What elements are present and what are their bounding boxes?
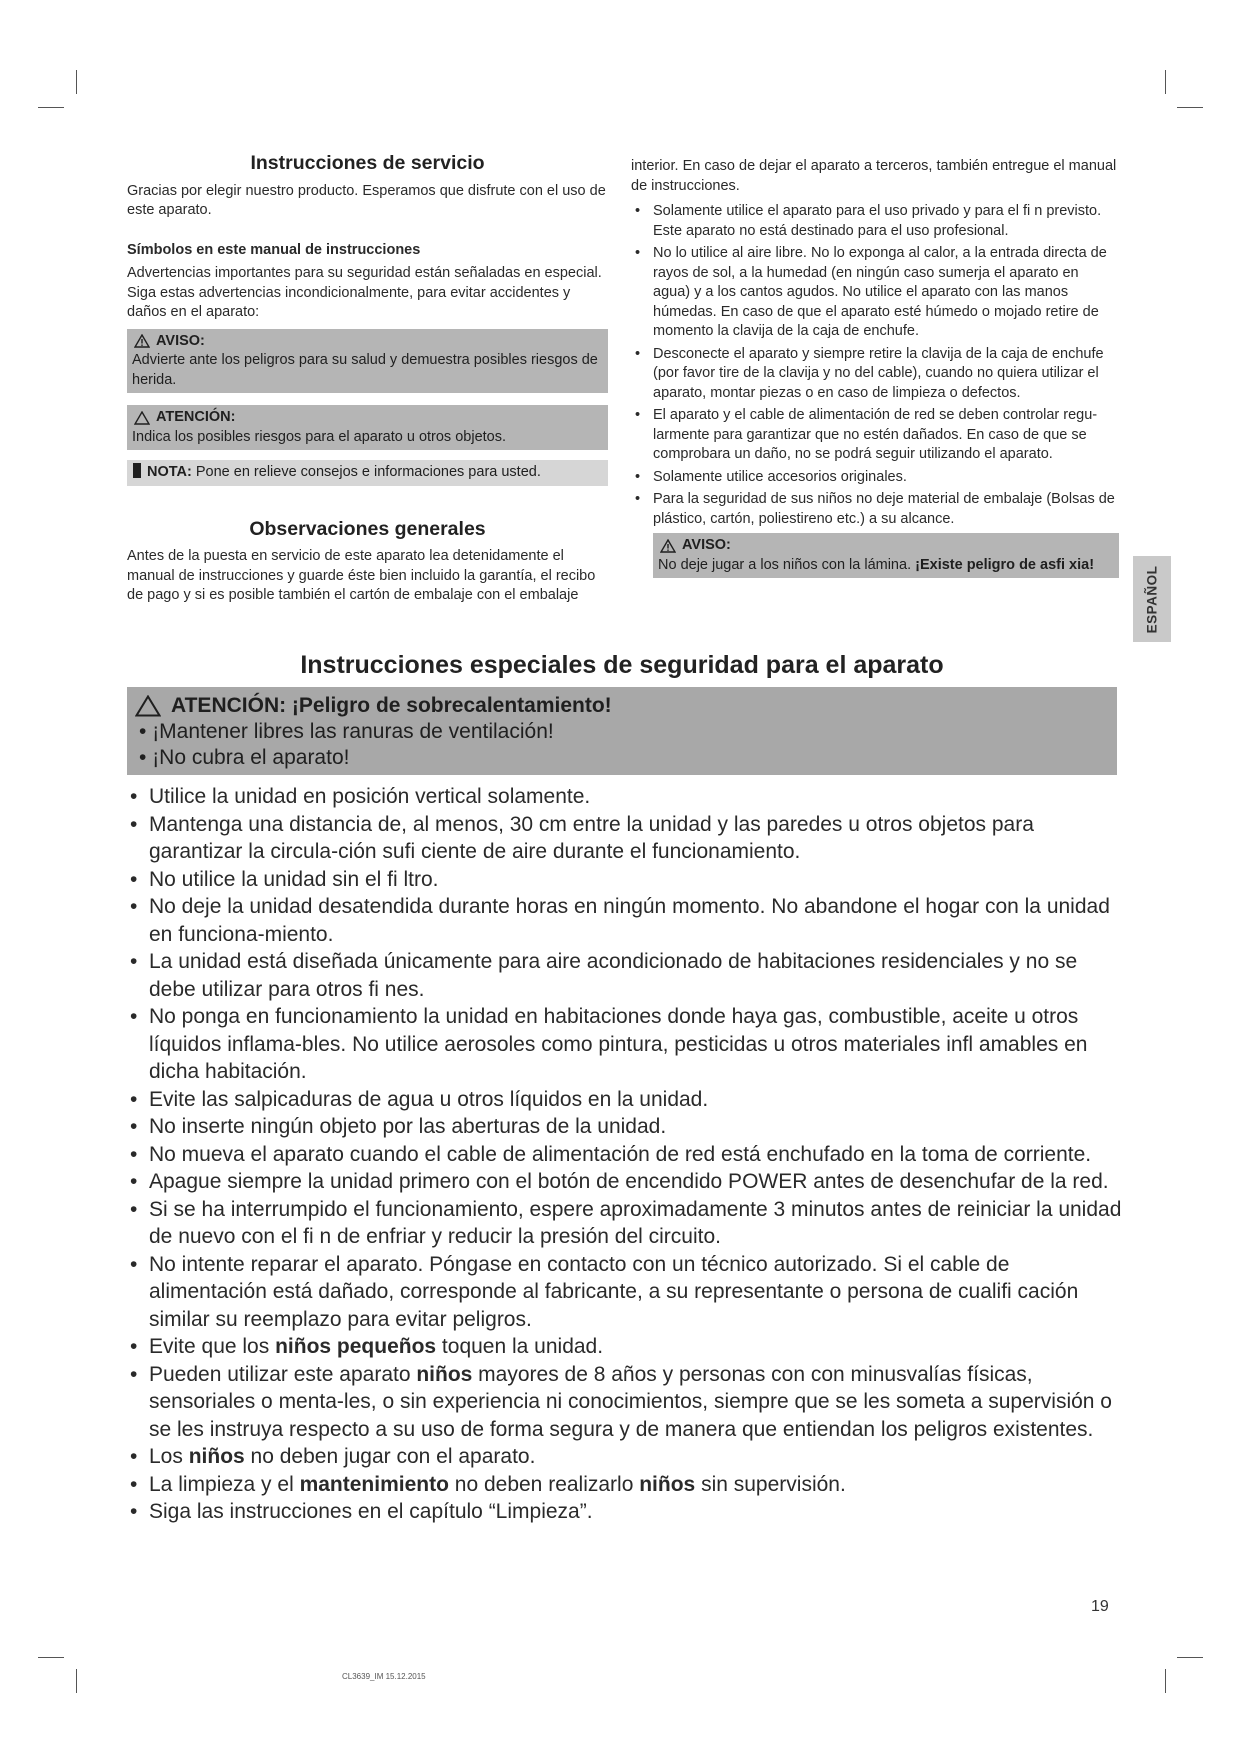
list-item: • La unidad está diseñada únicamente para aire acondicionado de habitaciones residenciales y no se debe utilizar para otros fi nes. bbox=[127, 948, 1122, 1003]
document-code: CL3639_IM 15.12.2015 bbox=[342, 1672, 426, 1681]
service-instructions-title: Instrucciones de servicio bbox=[250, 152, 485, 174]
list-item: • Solamente utilice el aparato para el uso privado y para el fi n previsto. Este aparato no está destinado para el uso profesional. bbox=[631, 202, 1119, 241]
overheating-warning-title: ATENCIÓN: ¡Peligro de sobrecalentamiento! bbox=[171, 694, 612, 717]
list-item: • No lo utilice al aire libre. No lo exponga al calor, a la entrada directa de rayos de sol, a la humedad (en ningún caso sumerja el aparato en agua) y a los cantos agudos. No utilice el aparato con las manos húmedas. En caso de que el aparato esté húmedo o mojado retire de momento la clavija de la caja de enchufe. bbox=[631, 244, 1119, 342]
warning-triangle-icon bbox=[134, 411, 150, 425]
warning-line-text: ¡Mantener libres las ranuras de ventilación! bbox=[152, 720, 554, 743]
item-text: no deben realizarlo bbox=[448, 1472, 640, 1496]
general-observations-title: Observaciones generales bbox=[249, 517, 486, 540]
warning-triangle-icon bbox=[135, 695, 161, 717]
general-text: Antes de la puesta en servicio de este aparato lea detenidamente el manual de instrucciones y guarde éste bien incluido la garantía, el recibo de pago y si es posible también el cartón de embalaje con el embalaje bbox=[127, 548, 596, 603]
list-item: • Evite las salpicaduras de agua u otros líquidos en la unidad. bbox=[127, 1086, 1122, 1114]
info-icon bbox=[133, 463, 141, 478]
item-text: no deben jugar con el aparato. bbox=[244, 1445, 536, 1468]
general-safety-list bbox=[631, 202, 1119, 529]
nota-box bbox=[127, 460, 608, 486]
warning-line-text: ¡No cubra el aparato! bbox=[152, 746, 350, 769]
list-item bbox=[127, 1361, 1122, 1444]
symbols-text: Advertencias importantes para su seguridad están señaladas en especial. Siga estas advertencias incondicionalmente, para evitar accidentes y daños en el aparato: bbox=[127, 265, 602, 320]
list-item: • No intente reparar el aparato. Póngase en contacto con un técnico autorizado. Si el cable de alimentación está dañado, corresponde al fabricante, a su representante o persona de cualifi cación similar su reemplazo para evitar peligros. bbox=[127, 1251, 1122, 1334]
item-bold: niños bbox=[416, 1362, 473, 1386]
crop-mark bbox=[38, 1657, 64, 1658]
list-item: • No utilice la unidad sin el fi ltro. bbox=[127, 866, 1122, 894]
aviso-suffocation-box bbox=[653, 533, 1119, 578]
item-bold: niños bbox=[639, 1472, 696, 1496]
aviso-bold-text: ¡Existe peligro de asfi xia! bbox=[915, 556, 1095, 573]
symbols-heading: Símbolos en este manual de instrucciones bbox=[127, 241, 421, 258]
item-bold: mantenimiento bbox=[299, 1472, 449, 1496]
atencion-box bbox=[127, 405, 608, 450]
item-text: Los bbox=[149, 1445, 189, 1468]
aviso-text: Advierte ante los peligros para su salud y demuestra posibles riesgos de herida. bbox=[132, 352, 598, 388]
nota-label: NOTA: bbox=[147, 464, 192, 480]
item-bold: niños bbox=[188, 1445, 245, 1468]
list-item: • Mantenga una distancia de, al menos, 30 cm entre la unidad y las paredes u otros objetos para garantizar la circula-ción sufi ciente de aire durante el funcionamiento. bbox=[127, 811, 1122, 866]
item-text: Evite que los bbox=[149, 1335, 276, 1358]
item-text: sin supervisión. bbox=[695, 1472, 846, 1496]
continuation-text: interior. En caso de dejar el aparato a terceros, también entregue el manual de instrucciones. bbox=[631, 158, 1117, 194]
crop-mark bbox=[1177, 1657, 1203, 1658]
list-item bbox=[127, 1471, 1122, 1499]
list-item: • No mueva el aparato cuando el cable de alimentación de red está enchufado en la toma de corriente. bbox=[127, 1141, 1122, 1169]
list-item: • No ponga en funcionamiento la unidad en habitaciones donde haya gas, combustible, aceite u otros líquidos inflama-bles. No utilice aerosoles como pintura, pesticidas u otros materiales infl amables en dicha habitación. bbox=[127, 1003, 1122, 1086]
list-item: • Para la seguridad de sus niños no deje material de embalaje (Bolsas de plástico, cartón, poliestireno etc.) a su alcance. bbox=[631, 490, 1119, 529]
item-text: toquen la unidad. bbox=[436, 1335, 604, 1358]
crop-mark bbox=[1177, 107, 1203, 108]
right-column bbox=[631, 157, 1119, 578]
crop-mark bbox=[1165, 1669, 1166, 1693]
aviso-text: No deje jugar a los niños con la lámina. bbox=[658, 556, 912, 573]
warning-exclamation-icon bbox=[134, 334, 150, 348]
crop-mark bbox=[38, 107, 64, 108]
list-item bbox=[127, 1443, 1122, 1471]
warning-line: • ¡Mantener libres las ranuras de ventilación! bbox=[139, 720, 554, 743]
list-item: • El aparato y el cable de alimentación de red se deben controlar regu-larmente para garantizar que no estén dañados. En caso de que se comprobara un daño, no se podrá seguir utilizando el aparato. bbox=[631, 406, 1119, 465]
crop-mark bbox=[76, 70, 77, 94]
list-item: • Desconecte el aparato y siempre retire la clavija de la caja de enchufe (por favor tire de la clavija y no del cable), cuando no quiera utilizar el aparato, montar piezas o en caso de limpieza o defectos. bbox=[631, 345, 1119, 404]
item-text: La limpieza y el bbox=[149, 1472, 300, 1496]
language-tab-label: ESPAÑOL bbox=[1144, 565, 1160, 633]
nota-text: Pone en relieve consejos e informaciones para usted. bbox=[195, 464, 541, 480]
aviso-title: AVISO: bbox=[156, 332, 205, 349]
language-tab bbox=[1133, 556, 1171, 642]
warning-exclamation-icon bbox=[660, 539, 676, 553]
list-item: • Solamente utilice accesorios originales. bbox=[631, 468, 1119, 488]
aviso-box bbox=[127, 329, 608, 394]
page-number: 19 bbox=[1091, 1598, 1109, 1615]
aviso-title: AVISO: bbox=[682, 537, 731, 553]
list-item: • Utilice la unidad en posición vertical solamente. bbox=[127, 783, 1122, 811]
atencion-title: ATENCIÓN: bbox=[156, 409, 236, 425]
overheating-warning-box bbox=[127, 687, 1117, 775]
list-item: • Si se ha interrumpido el funcionamiento, espere aproximadamente 3 minutos antes de reiniciar la unidad de nuevo con el fi n de enfriar y reducir la presión del circuito. bbox=[127, 1196, 1122, 1251]
item-bold: niños pequeños bbox=[275, 1335, 437, 1358]
crop-mark bbox=[76, 1669, 77, 1693]
atencion-text: Indica los posibles riesgos para el aparato u otros objetos. bbox=[132, 428, 506, 445]
warning-line: • ¡No cubra el aparato! bbox=[139, 746, 350, 769]
special-safety-list bbox=[127, 783, 1122, 1526]
list-item: • No deje la unidad desatendida durante horas en ningún momento. No abandone el hogar con la unidad en funciona-miento. bbox=[127, 893, 1122, 948]
item-text: mayores de 8 años y personas con con minusvalías físicas, sensoriales o menta-les, o sin experiencia ni conocimientos, siempre que se les someta a supervisión o se les instruya respecto a su uso de forma segura y de manera que entiendan los peligros existentes. bbox=[149, 1362, 1112, 1441]
item-text: Pueden utilizar este aparato bbox=[149, 1362, 417, 1386]
list-item bbox=[127, 1333, 1122, 1361]
list-item: • Siga las instrucciones en el capítulo “Limpieza”. bbox=[127, 1498, 1122, 1526]
left-column bbox=[127, 154, 608, 606]
crop-mark bbox=[1165, 70, 1166, 94]
intro-text: Gracias por elegir nuestro producto. Esperamos que disfrute con el uso de este aparato. bbox=[127, 182, 606, 218]
special-safety-title: Instrucciones especiales de seguridad para el aparato bbox=[300, 651, 944, 679]
list-item: • No inserte ningún objeto por las aberturas de la unidad. bbox=[127, 1113, 1122, 1141]
list-item: • Apague siempre la unidad primero con el botón de encendido POWER antes de desenchufar de la red. bbox=[127, 1168, 1122, 1196]
